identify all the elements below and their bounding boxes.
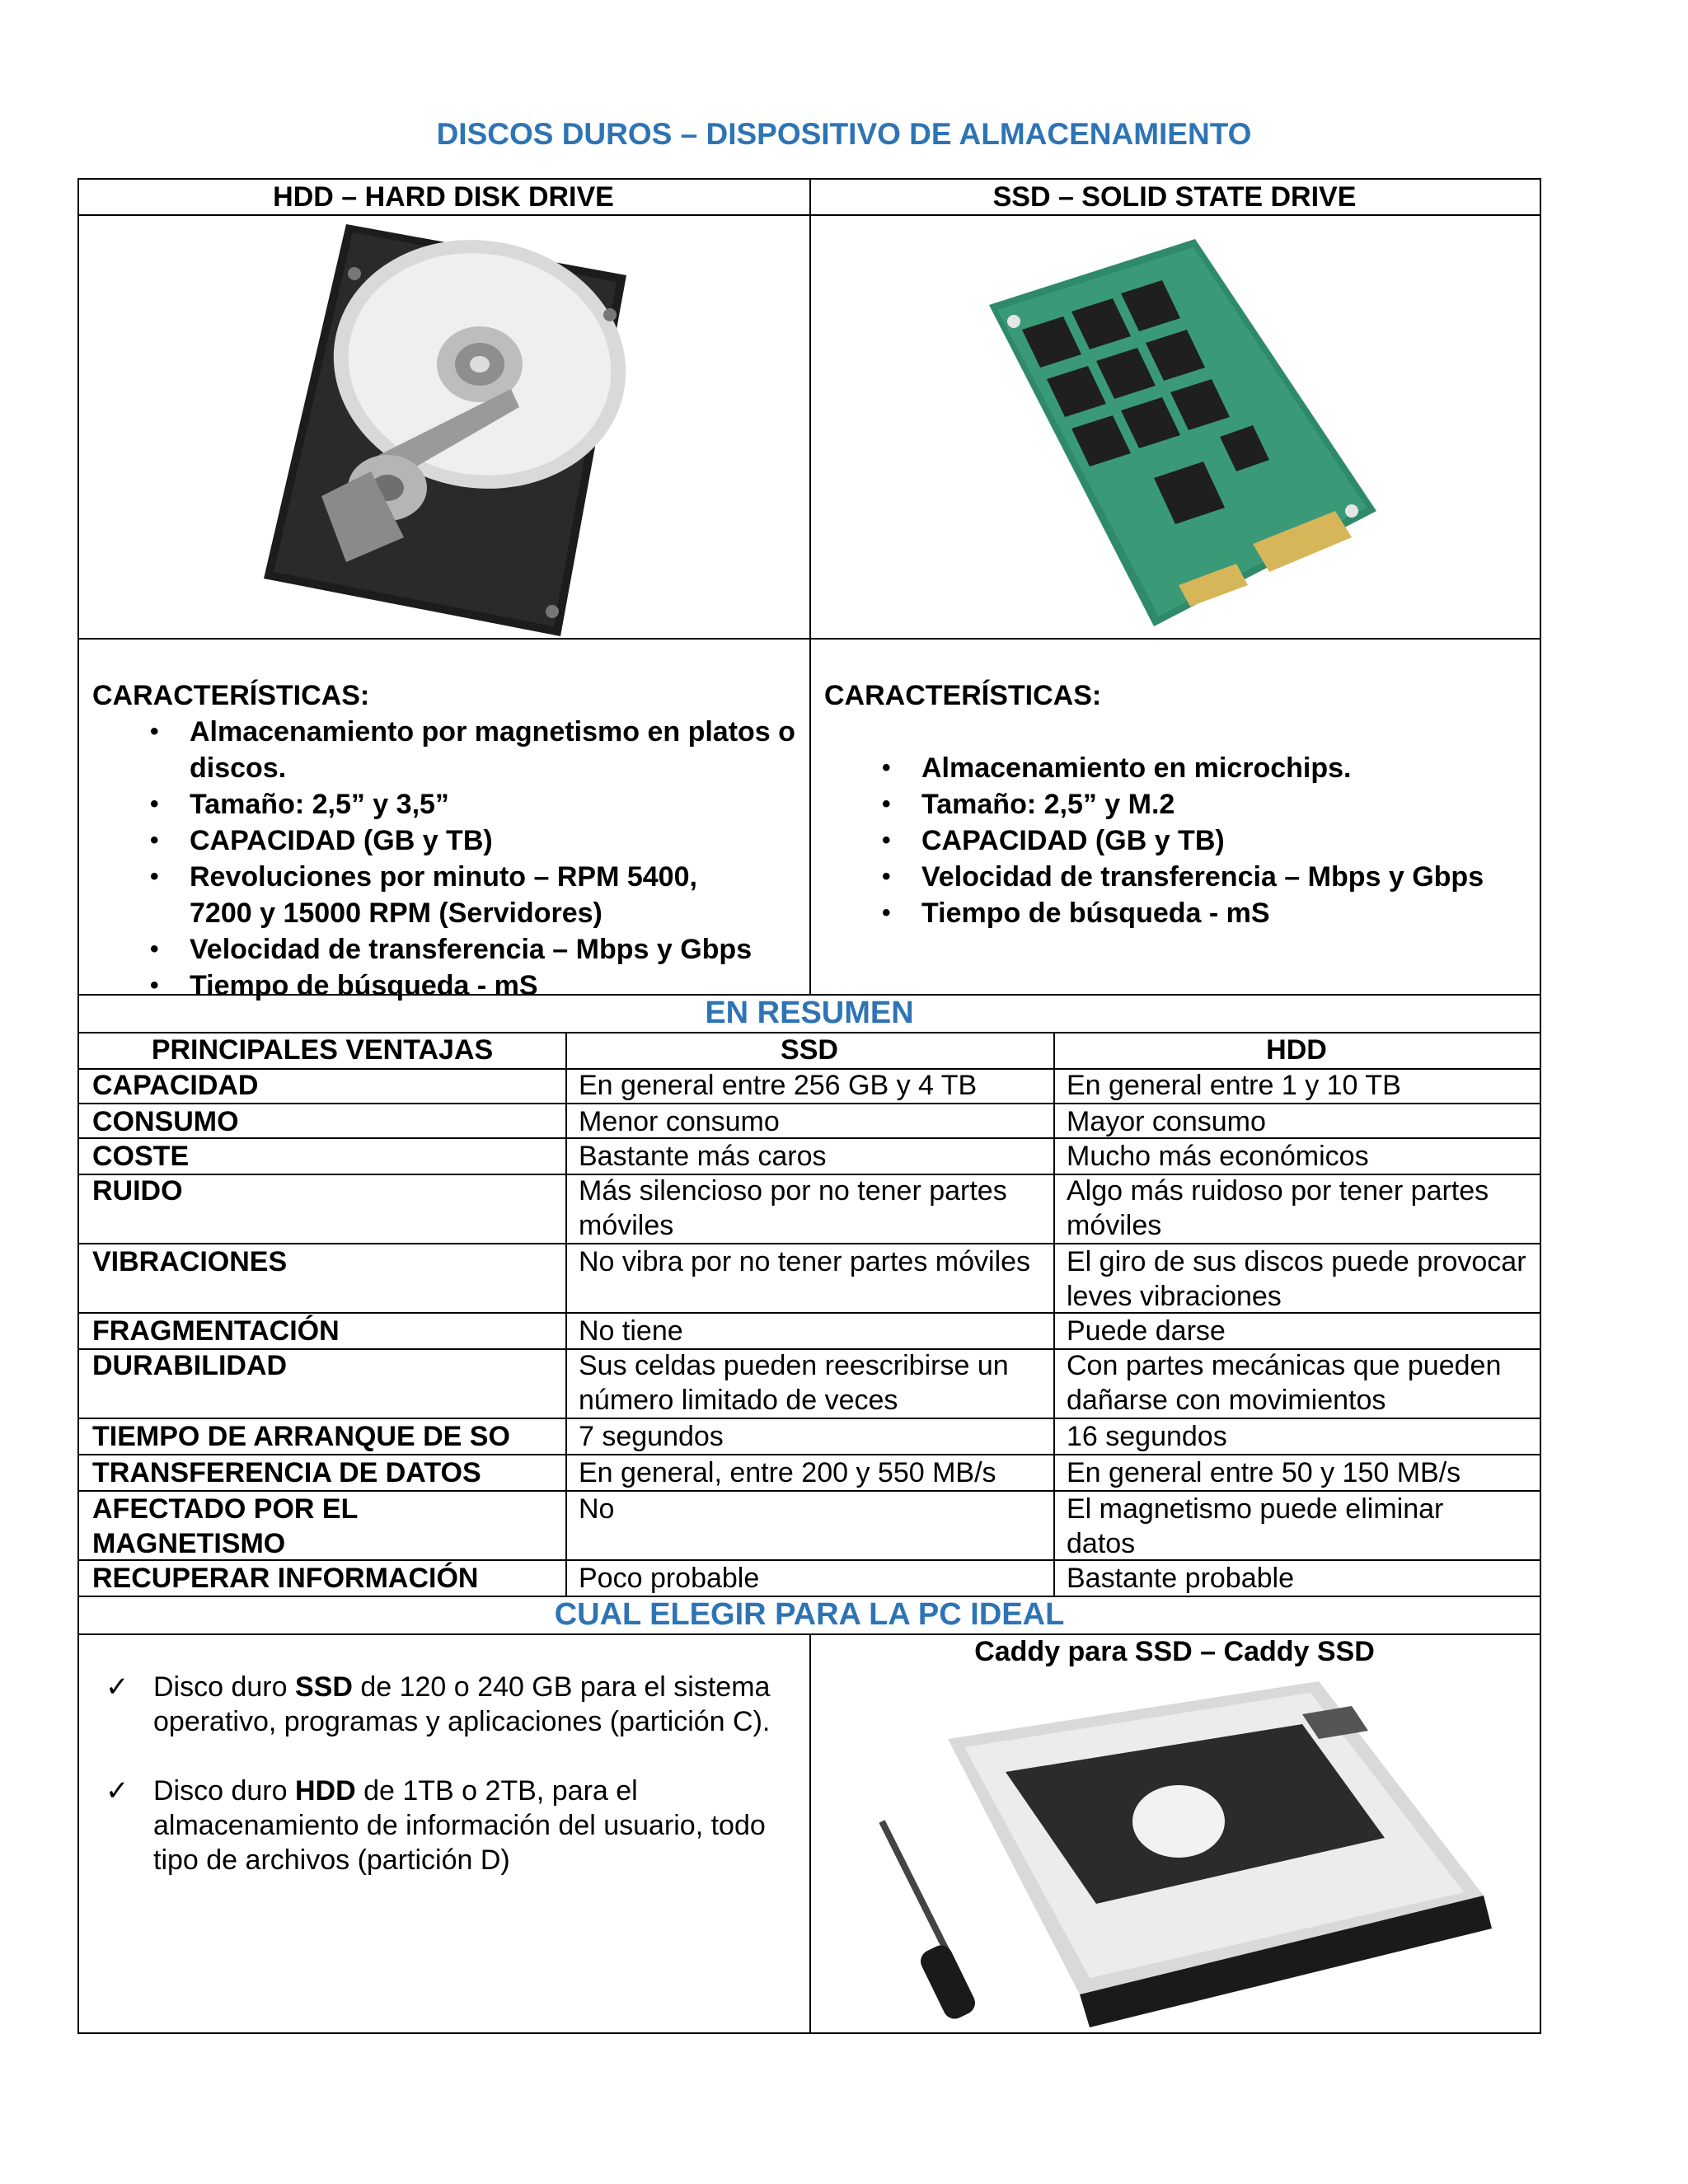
summary-col-ventajas: PRINCIPALES VENTAJAS (151, 1034, 494, 1066)
table-cell: Con partes mecánicas que pueden dañarse con movimientos (1067, 1350, 1502, 1416)
hdd-features-list (92, 714, 818, 1004)
table-cell: Mucho más económicos (1067, 1141, 1369, 1172)
ssd-image (989, 239, 1376, 635)
list-item: • Revoluciones por minuto – RPM 5400, 7200 y 15000 RPM (Servidores) (92, 859, 717, 931)
summary-col-ssd: SSD (781, 1034, 838, 1066)
summary-col-hdd: HDD (1266, 1034, 1327, 1066)
list-item: • Tamaño: 2,5” y 3,5” (92, 786, 818, 823)
table-row-label: COSTE (92, 1141, 190, 1172)
list-item: • Tiempo de búsqueda - mS (824, 895, 1541, 931)
table-cell: Algo más ruidoso por tener partes móviles (1067, 1175, 1489, 1241)
ssd-features-list (824, 750, 1541, 931)
table-row-label: AFECTADO POR EL MAGNETISMO (92, 1493, 358, 1559)
ssd-header: SSD – SOLID STATE DRIVE (992, 181, 1357, 213)
table-cell: Bastante probable (1067, 1563, 1294, 1594)
table-cell: En general, entre 200 y 550 MB/s (579, 1457, 996, 1488)
table-row-label: TRANSFERENCIA DE DATOS (92, 1457, 481, 1488)
checkmark-icon: ✓ (106, 1671, 129, 1703)
checkmark-icon: ✓ (106, 1775, 129, 1807)
table-row-label: VIBRACIONES (92, 1246, 288, 1277)
table-cell: No tiene (579, 1315, 683, 1347)
table-cell: En general entre 50 y 150 MB/s (1067, 1457, 1461, 1488)
table-row-label: TIEMPO DE ARRANQUE DE SO (92, 1421, 510, 1452)
table-cell: 16 segundos (1067, 1421, 1227, 1452)
list-item: • Velocidad de transferencia – Mbps y Gbps (92, 931, 818, 968)
page-title: DISCOS DUROS – DISPOSITIVO DE ALMACENAMIENTO (436, 117, 1252, 151)
table-cell: No (579, 1493, 615, 1525)
hdd-features-heading: CARACTERÍSTICAS: (92, 680, 370, 711)
hdd-image (264, 224, 643, 636)
table-row-label: CAPACIDAD (92, 1070, 259, 1101)
table-row-label: CONSUMO (92, 1106, 239, 1137)
list-item: • CAPACIDAD (GB y TB) (92, 823, 818, 859)
table-cell: En general entre 256 GB y 4 TB (579, 1070, 978, 1101)
table-cell: En general entre 1 y 10 TB (1067, 1070, 1401, 1101)
hdd-header: HDD – HARD DISK DRIVE (273, 181, 614, 213)
table-cell: El magnetismo puede eliminar datos (1067, 1493, 1444, 1559)
caddy-image (874, 1681, 1500, 2027)
table-row-label: DURABILIDAD (92, 1350, 288, 1381)
caddy-caption: Caddy para SSD – Caddy SSD (974, 1636, 1375, 1667)
ssd-features-heading: CARACTERÍSTICAS: (824, 680, 1102, 711)
table-cell: Menor consumo (579, 1106, 780, 1137)
summary-heading: EN RESUMEN (705, 996, 914, 1030)
list-item: • Tamaño: 2,5” y M.2 (824, 786, 1541, 823)
list-item: • CAPACIDAD (GB y TB) (824, 823, 1541, 859)
table-cell: El giro de sus discos puede provocar leves vibraciones (1067, 1246, 1526, 1312)
table-row-label: RECUPERAR INFORMACIÓN (92, 1563, 479, 1594)
list-item: • Almacenamiento en microchips. (824, 750, 1541, 786)
table-cell: Puede darse (1067, 1315, 1226, 1347)
choose-heading: CUAL ELEGIR PARA LA PC IDEAL (554, 1597, 1065, 1632)
list-item: ✓ Disco duro HDD de 1TB o 2TB, para el almacenamiento de información del usuario, todo tipo de archivos (partición D) (106, 1775, 766, 1876)
table-cell: No vibra por no tener partes móviles (579, 1246, 1031, 1277)
table-cell: Bastante más caros (579, 1141, 827, 1172)
table-cell: Poco probable (579, 1563, 760, 1594)
table-row-label: FRAGMENTACIÓN (92, 1315, 340, 1347)
recommendation-list (79, 1670, 771, 1912)
list-item: • Tiempo de búsqueda - mS (92, 968, 818, 1004)
table-cell: Más silencioso por no tener partes móviles (579, 1175, 1007, 1241)
table-cell: Sus celdas pueden reescribirse un número limitado de veces (579, 1350, 1009, 1416)
table-cell: 7 segundos (579, 1421, 724, 1452)
list-item: • Velocidad de transferencia – Mbps y Gbps (824, 859, 1541, 895)
list-item: • Almacenamiento por magnetismo en platos o discos. (92, 714, 818, 786)
list-item: ✓ Disco duro SSD de 120 o 240 GB para el sistema operativo, programas y aplicaciones (partición C). (106, 1671, 771, 1737)
table-row-label: RUIDO (92, 1175, 183, 1207)
table-cell: Mayor consumo (1067, 1106, 1266, 1137)
